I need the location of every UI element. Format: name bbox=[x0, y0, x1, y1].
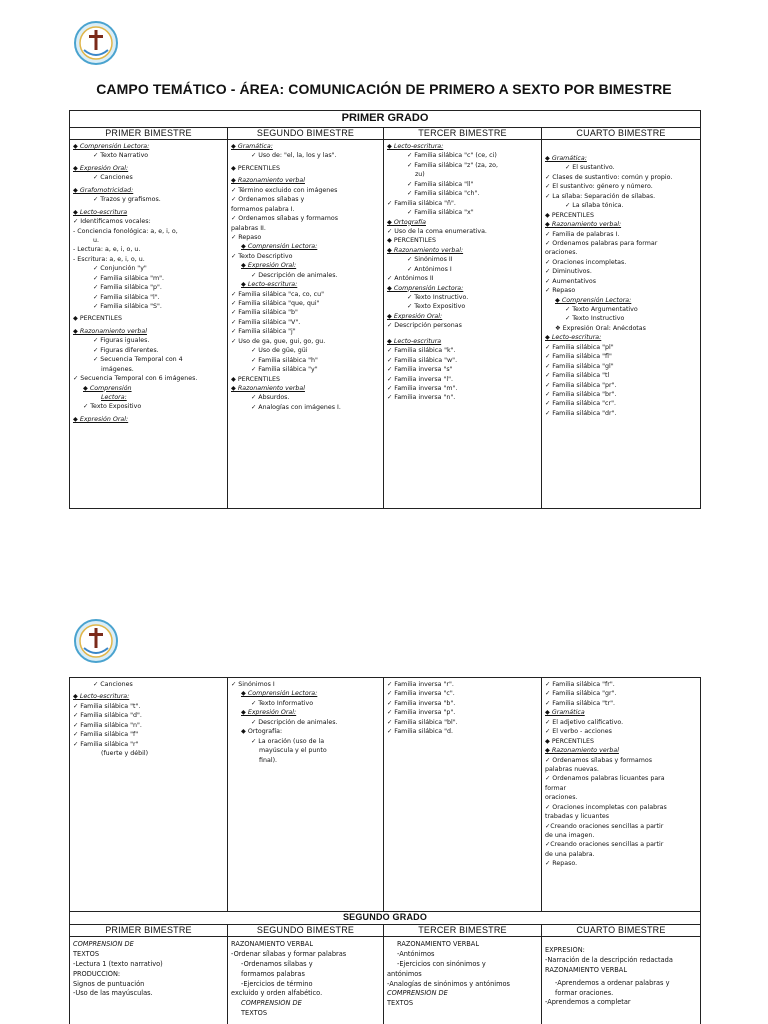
list-item: ✓ Absurdos. bbox=[251, 394, 290, 402]
list-item: ◆ Comprensión bbox=[83, 384, 132, 392]
list-item: ◆ Comprensión Lectora: bbox=[73, 143, 150, 150]
school-logo bbox=[73, 618, 119, 664]
tercer-bimestre-cell bbox=[384, 678, 542, 912]
list-item: formar bbox=[545, 784, 567, 792]
list-item: ✓ Familia silábica "tr". bbox=[545, 699, 615, 707]
list-item: ✓ Descripción de animales. bbox=[251, 718, 338, 726]
list-item: mayúscula y el punto bbox=[259, 747, 327, 755]
list-item: - Escritura: a, e, i, o, u. bbox=[73, 255, 145, 263]
list-item: u. bbox=[93, 236, 99, 244]
list-item: ✓ Secuencia Temporal con 6 imágenes. bbox=[73, 375, 198, 383]
list-item: RAZONAMIENTO VERBAL bbox=[397, 940, 479, 948]
list-item: ◆ Razonamiento verbal: bbox=[387, 246, 464, 254]
list-item: ◆ Lecto-escritura: bbox=[241, 281, 298, 289]
list-item: ✓ Descripción personas bbox=[387, 322, 462, 330]
list-item: ✓ Familia silábica "z" (za, zo, bbox=[407, 161, 499, 169]
list-item: ✓ Texto Argumentativo bbox=[565, 306, 638, 313]
list-item: -Ejercicios con sinónimos y bbox=[397, 959, 486, 968]
list-item: -Ordenar sílabas y formar palabras bbox=[231, 949, 347, 958]
list-item: ✓ Familia silábica "S". bbox=[93, 303, 162, 310]
tercer-bimestre-cell bbox=[384, 937, 542, 1024]
segundo-bimestre-cell bbox=[228, 140, 384, 509]
list-item: ✓ Familia inversa "m". bbox=[387, 384, 458, 392]
list-item: ✓ Familia silábica "V". bbox=[231, 318, 301, 326]
list-item: ✓ Familia silábica "ch". bbox=[407, 190, 480, 198]
list-item: ✓ Familia silábica "ñ". bbox=[387, 199, 456, 207]
list-item: -Antónimos bbox=[397, 949, 435, 958]
list-item: ✓ Familia silábica "tl bbox=[545, 372, 610, 380]
list-item: antónimos bbox=[387, 969, 422, 978]
list-item: ✓ Familia silábica "k". bbox=[387, 347, 456, 355]
list-item: ◆ Razonamiento verbal bbox=[73, 327, 147, 335]
list-item: ✓ Familia silábica "ca, co, cu" bbox=[231, 290, 325, 298]
list-item: ✓ Familia silábica "br". bbox=[545, 390, 617, 398]
list-item: de una palabra. bbox=[545, 850, 595, 858]
cuarto-bimestre-cell bbox=[542, 678, 701, 912]
grade-heading: SEGUNDO GRADO bbox=[70, 912, 701, 925]
list-item: ✓ Familia silábica "h" bbox=[251, 356, 318, 364]
list-item: ❖ Expresión Oral: Anécdotas bbox=[555, 324, 646, 332]
column-header: PRIMER BIMESTRE bbox=[70, 925, 228, 937]
list-item: zu) bbox=[415, 171, 425, 179]
list-item: ✓ Término excluido con imágenes bbox=[231, 186, 338, 194]
list-item: (fuerte y débil) bbox=[101, 750, 149, 758]
list-item: -Aprendemos a completar bbox=[545, 998, 631, 1007]
list-item: ✓ Familia silábica "dr". bbox=[545, 409, 617, 417]
list-item: - Lectura: a, e, i, o, u. bbox=[73, 246, 141, 254]
list-item: ◆ Expresión Oral: bbox=[73, 164, 129, 172]
list-item: ✓ Familia silábica "j" bbox=[231, 328, 296, 336]
list-item: ✓ La sílaba tónica. bbox=[565, 202, 624, 210]
list-item: ✓ Familia silábica "gr". bbox=[545, 690, 617, 698]
list-item: ✓ Familia inversa "s" bbox=[387, 366, 453, 374]
cuarto-bimestre-cell bbox=[542, 937, 701, 1024]
list-item: ✓ Clases de sustantivo: común y propio. bbox=[545, 173, 673, 181]
segundo-bimestre-cell bbox=[228, 937, 384, 1024]
list-item: formamos palabras bbox=[241, 969, 305, 978]
list-item: ✓ Familia silábica "n". bbox=[73, 721, 142, 729]
column-header: CUARTO BIMESTRE bbox=[542, 925, 701, 937]
list-item: ◆ Expresión Oral: bbox=[387, 312, 443, 320]
list-item: final). bbox=[259, 756, 278, 764]
list-item: ✓ Ordenamos palabras para formar bbox=[545, 239, 658, 247]
list-item: ✓ Familia silábica "fl" bbox=[545, 353, 612, 361]
list-item: ✓ Uso de güe, güi bbox=[251, 347, 308, 355]
segundo-bimestre-cell bbox=[228, 678, 384, 912]
cuarto-bimestre-cell bbox=[542, 140, 701, 509]
list-item: ✓ Texto Descriptivo bbox=[231, 252, 293, 260]
list-item: ✓ El sustantivo. bbox=[565, 164, 615, 172]
list-item: ✓ Descripción de animales. bbox=[251, 271, 338, 279]
list-item: ✓ Oraciones incompletas. bbox=[545, 258, 627, 266]
list-item: ✓ Sinónimos I bbox=[231, 681, 275, 688]
list-item: ◆ Expresión Oral: bbox=[241, 709, 297, 717]
list-item: oraciones. bbox=[545, 249, 578, 257]
list-item: ✓ Repaso bbox=[231, 233, 262, 241]
column-header: TERCER BIMESTRE bbox=[384, 128, 542, 140]
list-item: ✓ Identificamos vocales: bbox=[73, 218, 151, 226]
list-item: ✓ Familia silábica "que, qui" bbox=[231, 300, 320, 307]
list-item: - Conciencia fonológica: a, e, i, o, bbox=[73, 227, 178, 235]
list-item: ◆ Lecto-escritura: bbox=[387, 143, 444, 150]
list-item: ✓ Texto Informativo bbox=[251, 699, 314, 707]
list-item: ◆ Expresión Oral: bbox=[241, 262, 297, 270]
list-item: ✓ Familia silábica "w". bbox=[387, 356, 458, 364]
list-item: RAZONAMIENTO VERBAL bbox=[231, 940, 313, 948]
list-item: ✓ Familia silábica "b" bbox=[231, 309, 298, 317]
list-item: trabadas y licuantes bbox=[545, 813, 610, 821]
list-item: ✓ Familia silábica "pr". bbox=[545, 381, 617, 389]
list-item: TEXTOS bbox=[73, 949, 99, 958]
list-item: ✓ Familia silábica "f" bbox=[73, 731, 139, 739]
list-item: ✓ Analogías con imágenes I. bbox=[251, 403, 341, 411]
document-title: CAMPO TEMÁTICO - ÁREA: COMUNICACIÓN DE PRIMERO A SEXTO POR BIMESTRE bbox=[96, 81, 672, 97]
list-item: ✓ Texto Expositivo bbox=[83, 403, 142, 411]
list-item: ✓ Familia silábica "l". bbox=[93, 293, 160, 301]
list-item: ◆ PERCENTILES bbox=[545, 211, 594, 219]
list-item: ✓ Figuras diferentes. bbox=[93, 346, 159, 354]
column-header: TERCER BIMESTRE bbox=[384, 925, 542, 937]
list-item: Signos de puntuación bbox=[73, 979, 145, 988]
column-header: SEGUNDO BIMESTRE bbox=[228, 925, 384, 937]
list-item: ✓ Familia inversa "r". bbox=[387, 681, 454, 688]
list-item: ✓ Familia silábica "t". bbox=[73, 702, 141, 710]
list-item: ✓ Canciones bbox=[93, 174, 133, 182]
list-item: ◆ Lecto-escritura: bbox=[545, 334, 602, 342]
list-item: PRODUCCIÓN: bbox=[73, 969, 121, 978]
list-item: formamos palabra I. bbox=[231, 205, 295, 213]
list-item: ✓ Uso de: "el, la, los y las". bbox=[251, 152, 337, 160]
list-item: ✓ Oraciones incompletas con palabras bbox=[545, 803, 667, 811]
list-item: -Uso de las mayúsculas. bbox=[73, 989, 153, 998]
column-header: PRIMER BIMESTRE bbox=[70, 128, 228, 140]
list-item: ✓ Familia silábica "bl". bbox=[387, 718, 458, 726]
list-item: ✓ Familia silábica "r" bbox=[73, 740, 139, 748]
list-item: TEXTOS bbox=[241, 1009, 267, 1018]
list-item: ✓ El sustantivo: género y número. bbox=[545, 183, 653, 191]
list-item: EXPRESIÓN: bbox=[545, 946, 585, 954]
list-item: ✓ Ordenamos sílabas y formamos bbox=[231, 215, 339, 223]
list-item: ✓ El verbo - acciones bbox=[545, 728, 612, 736]
list-item: de una imagen. bbox=[545, 832, 595, 839]
list-item: -Narración de la descripción redactada bbox=[545, 955, 673, 964]
list-item: ◆ Gramática: bbox=[231, 143, 273, 150]
list-item: ✓ Repaso bbox=[545, 287, 576, 295]
list-item: ✓ El adjetivo calificativo. bbox=[545, 718, 624, 726]
list-item: COMPRENSIÓN DE bbox=[387, 989, 448, 998]
list-item: ◆ Grafomotricidad: bbox=[73, 186, 134, 194]
list-item: ✓ Familia silábica "y" bbox=[251, 366, 318, 374]
list-item: ✓ Familia inversa "b". bbox=[387, 699, 456, 707]
list-item: ✓ Familia de palabras I. bbox=[545, 230, 620, 238]
list-item: ✓ Familia silábica "p". bbox=[93, 284, 162, 292]
list-item: ✓ Ordenamos palabras licuantes para bbox=[545, 775, 665, 783]
primer-grado-table bbox=[69, 110, 701, 509]
list-item: ◆ Lecto-escritura bbox=[73, 208, 128, 216]
list-item: ◆ PERCENTILES bbox=[231, 375, 280, 383]
list-item: ✓ La oración (uso de la bbox=[251, 737, 325, 745]
list-item: ✓ Conjunción "y" bbox=[93, 265, 147, 273]
list-item: ✓ Familia silábica "cr". bbox=[545, 400, 616, 408]
list-item: ◆ Lecto-escritura bbox=[387, 337, 442, 345]
list-item: ◆ Comprensión Lectora: bbox=[555, 296, 632, 304]
list-item: Lectora: bbox=[101, 393, 127, 401]
list-item: palabras nuevas. bbox=[545, 765, 599, 773]
list-item: ✓ Familia silábica "d". bbox=[73, 712, 142, 720]
tercer-bimestre-cell bbox=[384, 140, 542, 509]
list-item: ◆ Comprensión Lectora: bbox=[241, 243, 318, 251]
grade-heading: PRIMER GRADO bbox=[70, 111, 701, 128]
list-item: ✓ Familia inversa "n". bbox=[387, 394, 456, 402]
list-item: ✓ Texto Instructivo bbox=[565, 315, 625, 323]
list-item: ◆ PERCENTILES bbox=[231, 164, 280, 172]
list-item: -Analogías de sinónimos y antónimos bbox=[387, 979, 510, 988]
list-item: ◆ Razonamiento verbal bbox=[231, 177, 305, 185]
list-item: ✓ Uso de ga, gue, gui, go, gu. bbox=[231, 337, 326, 345]
list-item: ✓ Secuencia Temporal con 4 bbox=[93, 356, 183, 364]
list-item: ◆ PERCENTILES bbox=[545, 737, 594, 745]
list-item: ◆ PERCENTILES bbox=[73, 315, 122, 323]
list-item: ✓ Familia silábica "d. bbox=[387, 728, 454, 736]
list-item: -Aprendemos a ordenar palabras y bbox=[555, 978, 670, 987]
list-item: ✓ Diminutivos. bbox=[545, 268, 592, 276]
list-item: ✓ Familia silábica "x" bbox=[407, 209, 474, 217]
list-item: ✓ Ordenamos sílabas y bbox=[231, 196, 305, 204]
list-item: -Ordenamos sílabas y bbox=[241, 959, 313, 968]
list-item: ✓ Antónimos I bbox=[407, 265, 452, 273]
list-item: COMPRENSIÓN DE bbox=[73, 940, 134, 948]
list-item: ✓ Sinónimos II bbox=[407, 256, 453, 264]
list-item: ✓ Ordenamos sílabas y formamos bbox=[545, 756, 653, 764]
list-item: ◆ Gramática: bbox=[545, 155, 587, 162]
list-item: ✓ Texto Instructivo. bbox=[407, 294, 469, 301]
list-item: ✓ Familia silábica "pl" bbox=[545, 343, 614, 351]
list-item: ✓ Trazos y grafismos. bbox=[93, 196, 161, 204]
list-item: RAZONAMIENTO VERBAL bbox=[545, 965, 627, 974]
primer-bimestre-cell bbox=[70, 937, 228, 1024]
list-item: ✓ Familia inversa "c". bbox=[387, 690, 455, 698]
list-item: ◆ Ortografía: bbox=[241, 728, 283, 736]
list-item: ◆ Razonamiento verbal bbox=[231, 384, 305, 392]
list-item: ◆ Razonamiento verbal: bbox=[545, 221, 622, 229]
column-header: CUARTO BIMESTRE bbox=[542, 128, 701, 140]
list-item: ✓ Familia silábica "gl" bbox=[545, 362, 614, 370]
list-item: ✓Creando oraciones sencillas a partir bbox=[545, 822, 664, 830]
list-item: COMPRENSIÓN DE bbox=[241, 999, 302, 1008]
list-item: ◆ Comprensión Lectora: bbox=[241, 690, 318, 698]
list-item: -Ejercicios de término bbox=[241, 979, 313, 988]
list-item: ✓ Repaso. bbox=[545, 860, 578, 868]
list-item: ◆ Lecto-escritura: bbox=[73, 693, 130, 701]
list-item: ✓ Antónimos II bbox=[387, 275, 434, 283]
list-item: ◆ Expresión Oral: bbox=[73, 415, 129, 423]
list-item: ✓ Aumentativos bbox=[545, 277, 596, 285]
list-item: -Lectura 1 (texto narrativo) bbox=[73, 959, 163, 968]
list-item: ✓ Familia silábica "m". bbox=[93, 274, 165, 282]
list-item: palabras II. bbox=[231, 224, 266, 232]
list-item: ✓ Familia silábica "c" (ce, ci) bbox=[407, 152, 497, 160]
list-item: ◆ Comprensión Lectora: bbox=[387, 284, 464, 292]
list-item: ✓ Familia silábica "fr". bbox=[545, 681, 615, 688]
list-item: TEXTOS bbox=[387, 999, 413, 1008]
list-item: ✓ Figuras iguales. bbox=[93, 337, 150, 345]
list-item: ✓ Uso de la coma enumerativa. bbox=[387, 227, 487, 235]
list-item: ◆ PERCENTILES bbox=[387, 237, 436, 245]
list-item: imágenes. bbox=[101, 365, 134, 373]
list-item: ✓ Canciones bbox=[93, 681, 133, 688]
list-item: ◆ Razonamiento verbal bbox=[545, 747, 619, 755]
list-item: formar oraciones. bbox=[555, 988, 614, 997]
list-item: ✓ Texto Narrativo bbox=[93, 152, 149, 160]
school-logo bbox=[73, 20, 119, 66]
column-header: SEGUNDO BIMESTRE bbox=[228, 128, 384, 140]
list-item: oraciones. bbox=[545, 794, 578, 802]
list-item: ✓ Texto Expositivo bbox=[407, 303, 466, 311]
primer-grado-continuation-table bbox=[69, 677, 701, 1024]
list-item: ✓ La sílaba: Separación de sílabas. bbox=[545, 192, 656, 200]
list-item: excluido y orden alfabético. bbox=[231, 989, 323, 998]
list-item: ✓ Familia silábica "ll" bbox=[407, 180, 474, 188]
list-item: ✓ Familia inversa "p". bbox=[387, 709, 456, 717]
list-item: ✓ Familia inversa "l". bbox=[387, 375, 454, 383]
list-item: ◆ Ortografía bbox=[387, 218, 426, 226]
list-item: ✓Creando oraciones sencillas a partir bbox=[545, 841, 664, 849]
primer-bimestre-cell bbox=[70, 140, 228, 509]
list-item: ◆ Gramática bbox=[545, 709, 585, 717]
primer-bimestre-cell bbox=[70, 678, 228, 912]
